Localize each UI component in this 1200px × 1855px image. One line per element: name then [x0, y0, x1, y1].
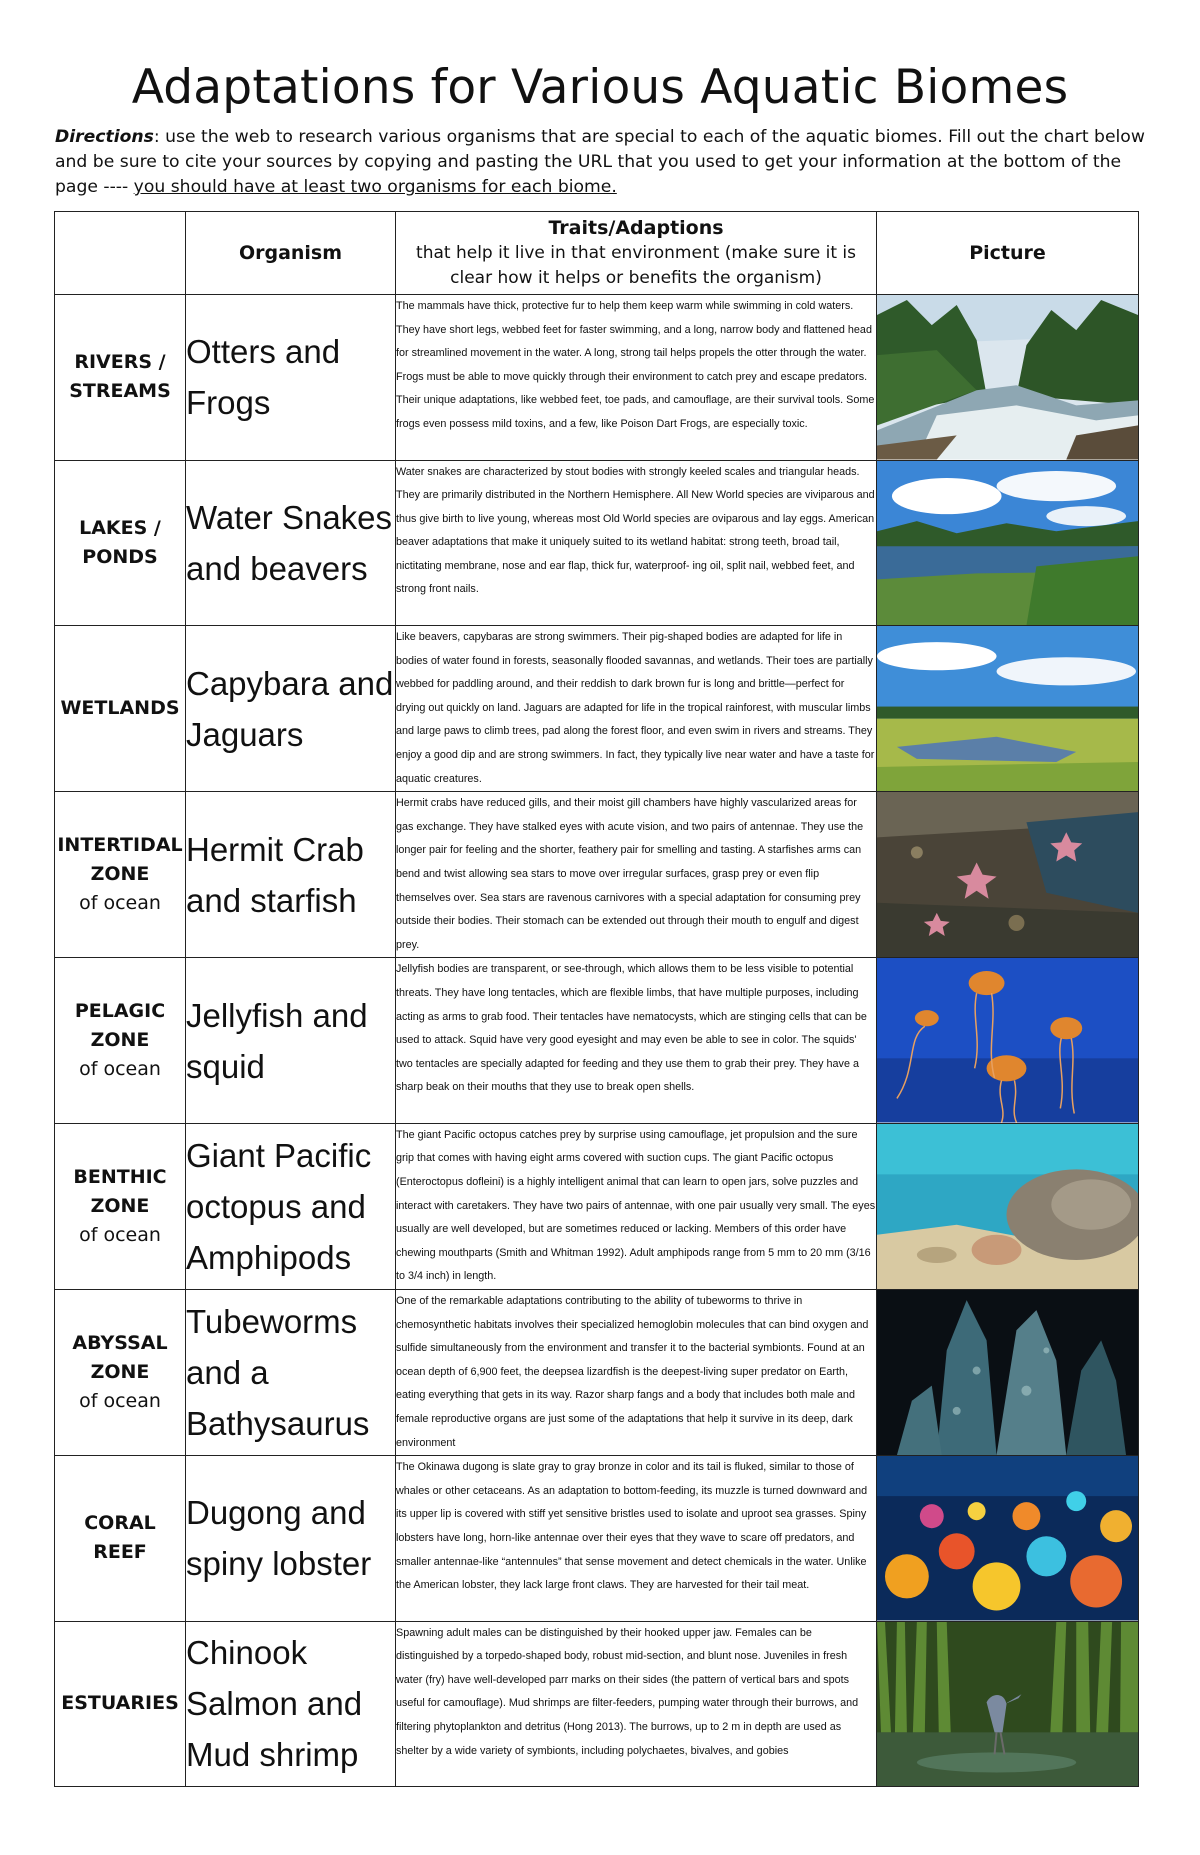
lake-photo [877, 461, 1138, 626]
picture-cell [877, 792, 1139, 958]
river-photo [877, 295, 1138, 460]
jellyfish-photo [877, 958, 1138, 1123]
table-row [55, 958, 1139, 1124]
traits-cell: Hermit crabs have reduced gills, and their moist gill chambers have highly vascularized areas for gas exchange. They have stalked eyes with acute vision, and two pairs of antennae. They use the longer pair for feeling and the shorter, feathery pair for smelling and tasting. A starfishes arms can bend and twist allowing sea stars to move over irregular surfaces, grasp prey or even flip themselves over. Sea stars are ravenous carnivores with a special adaptation for consuming prey outside their bodies. Their stomach can be extended out through their mouth to engulf and digest prey. [396, 792, 877, 958]
wetland-photo [877, 626, 1138, 791]
directions-paragraph [55, 125, 1145, 200]
table-row [55, 1123, 1139, 1289]
organism-cell: Capybara and Jaguars [186, 626, 396, 792]
biome-cell: RIVERS / STREAMS [55, 295, 186, 461]
header-row [55, 212, 1139, 295]
organism-cell: Giant Pacific octopus and Amphipods [186, 1123, 396, 1289]
traits-cell: Jellyfish bodies are transparent, or see-through, which allows them to be less visible to potential threats. They have long tentacles, which are flexible limbs, that have multiple purposes, including acting as arms to grab food. Their tentacles have nematocysts, which are stinging cells that can be used to attack. Squid have very good eyesight and may even be able to see in color. The squids' two tentacles are specially adapted for feeding and they use them to grab their prey. They have a sharp beak on their mouths that they use to break open shells. [396, 958, 877, 1124]
biome-cell: BENTHIC ZONE of ocean [55, 1123, 186, 1289]
traits-cell: Spawning adult males can be distinguished by their hooked upper jaw. Females can be distinguished by a torpedo-shaped body, robust mid-section, and blunt nose. Juveniles in fresh water (fry) have well-developed parr marks on their sides (the pattern of vertical bars and spots useful for camouflage). Mud shrimps are filter-feeders, pumping water through their burrows, and filtering phytoplankton and detritus (Hong 2013). The burrows, up to 2 m in depth are used as shelter by a wide variety of symbionts, including polychaetes, bivalves, and gobies [396, 1621, 877, 1787]
biome-cell: INTERTIDAL ZONE of ocean [55, 792, 186, 958]
biome-cell: PELAGIC ZONE of ocean [55, 958, 186, 1124]
seafloor-photo [877, 1124, 1138, 1289]
header-traits-subtitle: that help it live in that environment (make sure it is clear how it helps or benefits the organism) [416, 242, 856, 288]
table-row [55, 626, 1139, 792]
picture-cell [877, 1289, 1139, 1455]
table-row [55, 1621, 1139, 1787]
biome-cell: WETLANDS [55, 626, 186, 792]
organism-cell: Water Snakes and beavers [186, 460, 396, 626]
estuary-photo [877, 1622, 1138, 1787]
picture-cell [877, 1621, 1139, 1787]
table-row [55, 1289, 1139, 1455]
directions-underlined-text: you should have at least two organisms for each biome. [133, 177, 617, 197]
abyssal-photo [877, 1290, 1138, 1455]
table-row [55, 1456, 1139, 1622]
directions-text: : use the web to research various organisms that are special to each of the aquatic biomes. Fill out the chart below and be sure to cite your sources by copying and pasting the URL that you used to get your information at the bottom of the page ---- [55, 127, 1145, 197]
picture-cell [877, 295, 1139, 461]
coral-reef-photo [877, 1456, 1138, 1621]
traits-cell: Like beavers, capybaras are strong swimmers. Their pig-shaped bodies are adapted for life in bodies of water found in forests, seasonally flooded savannas, and wetlands. Their toes are partially webbed for paddling around, and their reddish to dark brown fur is long and brittle—perfect for drying out quickly on land. Jaguars are adapted for life in the tropical rainforest, with muscular limbs and large paws to climb trees, pad along the forest floor, and even swim in rivers and streams. They enjoy a good dip and are strong swimmers. In fact, they typically live near water and have a taste for aquatic creatures. [396, 626, 877, 792]
traits-cell: Water snakes are characterized by stout bodies with strongly keeled scales and triangular heads. They are primarily distributed in the Northern Hemisphere. All New World species are viviparous and thus give birth to live young, whereas most Old World species are oviparous and lay eggs. American beaver adaptations that make it uniquely suited to its wetland habitat: strong teeth, broad tail, nictitating membrane, nose and ear flap, thick fur, waterproof- ing oil, split nail, webbed feet, and strong front nails. [396, 460, 877, 626]
header-traits [396, 212, 877, 295]
header-organism: Organism [186, 212, 396, 295]
biome-cell: LAKES / PONDS [55, 460, 186, 626]
picture-cell [877, 460, 1139, 626]
header-blank [55, 212, 186, 295]
organism-cell: Dugong and spiny lobster [186, 1456, 396, 1622]
organism-cell: Jellyfish and squid [186, 958, 396, 1124]
header-traits-title: Traits/Adaptions [548, 216, 724, 239]
table-row [55, 792, 1139, 958]
tidepool-photo [877, 792, 1138, 957]
biome-table [54, 211, 1139, 1787]
biome-cell: CORAL REEF [55, 1456, 186, 1622]
organism-cell: Tubeworms and a Bathysaurus [186, 1289, 396, 1455]
organism-cell: Otters and Frogs [186, 295, 396, 461]
organism-cell: Chinook Salmon and Mud shrimp [186, 1621, 396, 1787]
biome-cell: ABYSSAL ZONE of ocean [55, 1289, 186, 1455]
picture-cell [877, 1456, 1139, 1622]
traits-cell: The giant Pacific octopus catches prey by surprise using camouflage, jet propulsion and the sure grip that comes with having eight arms covered with suction cups. The giant Pacific octopus (Enteroctopus dofleini) is a highly intelligent animal that can learn to open jars, solve puzzles and interact with caretakers. They have two pairs of antennae, with one pair usually very small. The eyes usually are well developed, but are sometimes reduced or lacking. Members of this order have chewing mouthparts (Smith and Whitman 1992). Adult amphipods range from 5 mm to 20 mm (3/16 to 3/4 inch) in length. [396, 1123, 877, 1289]
header-picture: Picture [877, 212, 1139, 295]
table-row [55, 295, 1139, 461]
traits-cell: The mammals have thick, protective fur to help them keep warm while swimming in cold waters. They have short legs, webbed feet for faster swimming, and a long, narrow body and flattened head for streamlined movement in the water. A long, strong tail helps propels the otter through the water. Frogs must be able to move quickly through their environment to catch prey and escape predators. Their unique adaptations, like webbed feet, toe pads, and camouflage, are their survival tools. Some frogs even possess mild toxins, and a few, like Poison Dart Frogs, are especially toxic. [396, 295, 877, 461]
directions-label: Directions [55, 127, 154, 147]
biome-cell: ESTUARIES [55, 1621, 186, 1787]
picture-cell [877, 1123, 1139, 1289]
page-title: Adaptations for Various Aquatic Biomes [131, 60, 1069, 115]
picture-cell [877, 958, 1139, 1124]
table-row [55, 460, 1139, 626]
traits-cell: The Okinawa dugong is slate gray to gray bronze in color and its tail is fluked, similar to those of whales or other cetaceans. As an adaptation to bottom-feeding, its muzzle is turned downward and its upper lip is covered with stiff yet sensitive bristles used to isolate and uproot sea grasses. Spiny lobsters have long, horn-like antennae over their eyes that they wave to scare off predators, and smaller antennae-like “antennules” that sense movement and detect chemicals in the water. Unlike the American lobster, they lack large front claws. They are harvested for their tail meat. [396, 1456, 877, 1622]
traits-cell: One of the remarkable adaptations contributing to the ability of tubeworms to thrive in chemosynthetic habitats involves their specialized hemoglobin molecules that can bind oxygen and sulfide simultaneously from the environment and transfer it to the bacterial symbionts. Found at an ocean depth of 6,900 feet, the deepsea lizardfish is the deepest-living super predator on Earth, eating everything that gets in its way. Razor sharp fangs and a body that includes both male and female reproductive organs are just some of the adaptations that help it survive in its deep, dark environment [396, 1289, 877, 1455]
picture-cell [877, 626, 1139, 792]
organism-cell: Hermit Crab and starfish [186, 792, 396, 958]
